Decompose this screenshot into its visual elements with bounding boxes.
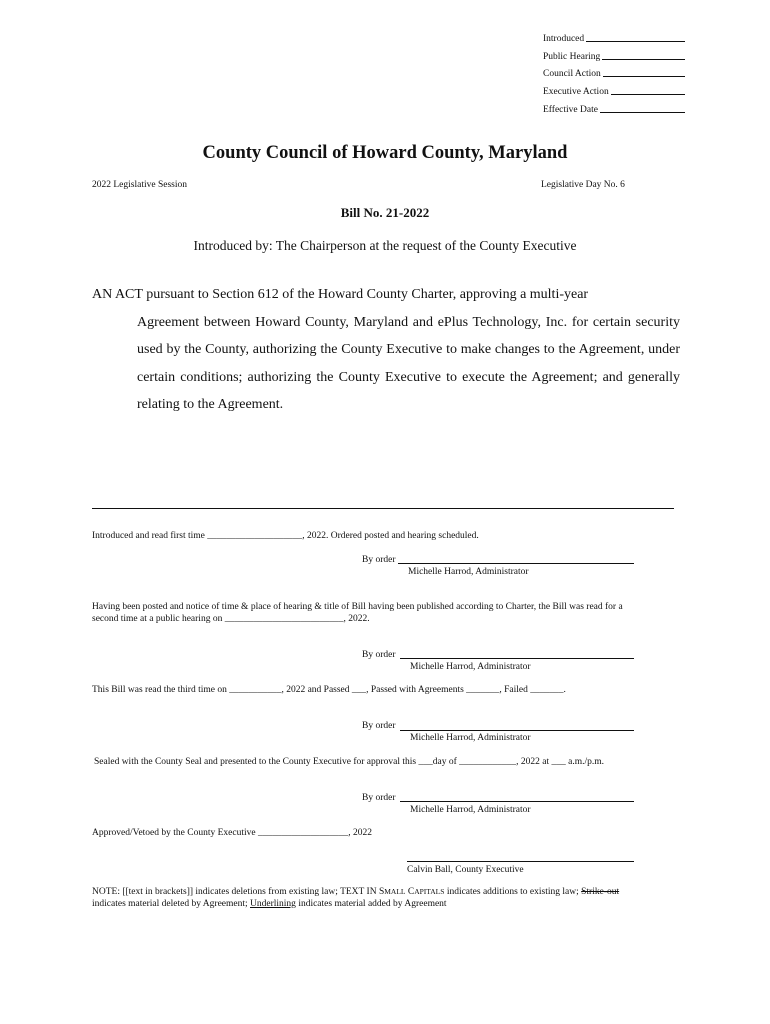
administrator-name: Michelle Harrod, Administrator xyxy=(410,805,531,815)
legislative-session: 2022 Legislative Session xyxy=(92,180,187,190)
note-text: indicates material deleted by Agreement; xyxy=(92,899,251,909)
signature-line xyxy=(398,563,634,564)
status-executive-action xyxy=(543,85,685,99)
note-text: C xyxy=(405,887,415,897)
bill-number: Bill No. 21-2022 xyxy=(340,205,430,220)
sealed-statement: Sealed with the County Seal and presented to the County Executive for approval this ___day of ____________, 2022 at ___ a.m./p.m. xyxy=(94,757,605,767)
status-label: Public Hearing xyxy=(543,52,601,62)
note-text: indicates additions to existing law; xyxy=(444,887,582,897)
second-reading-line2: second time at a public hearing on _________________________, 2022. xyxy=(92,614,370,624)
third-reading: This Bill was read the third time on ___________, 2022 and Passed ___, Passed with Agreements _______, Failed _______. xyxy=(92,685,566,695)
status-label: Effective Date xyxy=(543,105,598,115)
note xyxy=(92,886,692,910)
signature-line xyxy=(400,801,634,802)
second-reading-line1: Having been posted and notice of time & place of hearing & title of Bill having been published according to Charter, the Bill was read for a xyxy=(92,602,623,612)
executive-signature-line xyxy=(407,861,634,862)
page-title: County Council of Howard County, Maryland xyxy=(202,143,568,163)
administrator-name: Michelle Harrod, Administrator xyxy=(410,662,531,672)
first-reading: Introduced and read first time ____________________, 2022. Ordered posted and hearing scheduled. xyxy=(92,531,479,541)
status-introduced xyxy=(543,32,685,46)
by-order-label: By order xyxy=(362,555,396,565)
legislative-day: Legislative Day No. 6 xyxy=(541,180,625,190)
note-text: NOTE: [[text in brackets]] indicates deletions from existing law; TEXT IN S xyxy=(92,887,385,897)
status-public-hearing xyxy=(543,50,685,64)
note-strikeout-example: Strike-out xyxy=(581,887,620,897)
note-text: indicates material added by Agreement xyxy=(295,899,447,909)
status-label: Council Action xyxy=(543,69,601,79)
status-label: Introduced xyxy=(543,34,585,44)
divider xyxy=(92,508,674,509)
note-underline-example: Underlining xyxy=(250,899,296,909)
approved-vetoed: Approved/Vetoed by the County Executive ___________________, 2022 xyxy=(92,828,372,838)
status-council-action xyxy=(543,67,685,81)
introduced-by: Introduced by: The Chairperson at the request of the County Executive xyxy=(193,238,577,253)
county-executive-name: Calvin Ball, County Executive xyxy=(407,865,524,875)
by-order-label: By order xyxy=(362,650,396,660)
act-body: Agreement between Howard County, Maryland and ePlus Technology, Inc. for certain security used by the County, authorizing the County Executive to make changes to the Agreement, under certain conditions; authorizing the County Executive to execute the Agreement; and generally relating to the Agreement. xyxy=(137,314,680,412)
act-description xyxy=(92,281,680,419)
by-order-label: By order xyxy=(362,793,396,803)
by-order-label: By order xyxy=(362,721,396,731)
status-label: Executive Action xyxy=(543,87,609,97)
signature-line xyxy=(400,658,634,659)
status-effective-date xyxy=(543,103,685,117)
administrator-name: Michelle Harrod, Administrator xyxy=(408,567,529,577)
act-first-line: AN ACT pursuant to Section 612 of the Howard County Charter, approving a multi-year xyxy=(92,287,589,302)
administrator-name: Michelle Harrod, Administrator xyxy=(410,733,531,743)
note-smallcaps: APITALS xyxy=(414,887,445,896)
note-smallcaps: MALL xyxy=(384,887,406,896)
signature-line xyxy=(400,730,634,731)
